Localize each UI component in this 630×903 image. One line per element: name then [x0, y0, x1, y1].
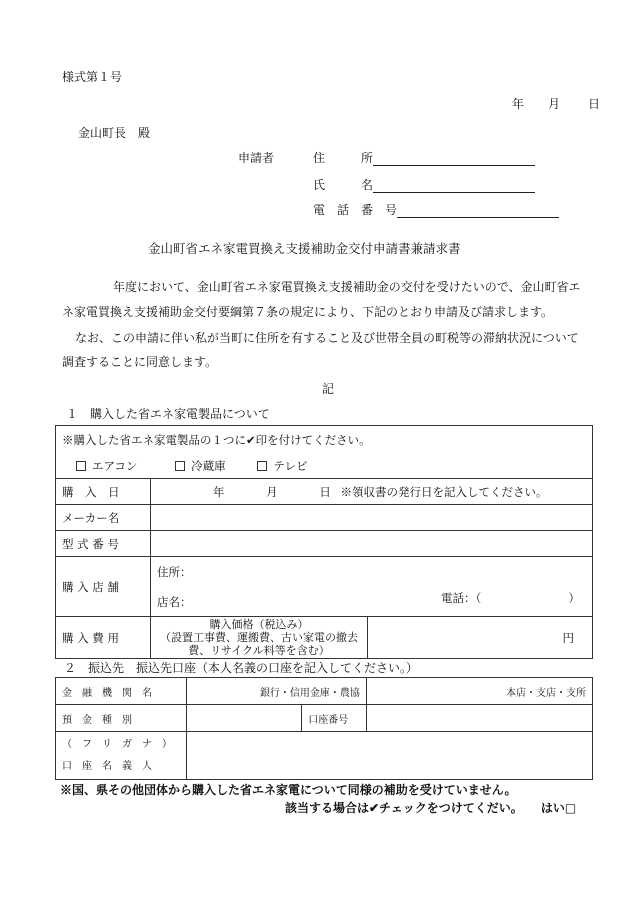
maker-field[interactable] — [151, 505, 593, 531]
instruction-cell — [56, 426, 593, 454]
applicant-name-row — [313, 176, 535, 193]
applicant-phone-row — [313, 201, 559, 218]
holder-label: 口 座 名 義 人 — [62, 760, 152, 772]
name-label: 氏 名 — [313, 178, 374, 192]
phone-label: 電 話 番 号 — [313, 203, 398, 217]
applicant-address-row — [313, 149, 535, 166]
document-title: 金山町省エネ家電買換え支援補助金交付申請書兼請求書 — [148, 241, 461, 256]
body-para1-line2: ネ家電買換え支援補助金交付要綱第７条の規定により、下記のとおり申請及び請求します。 — [62, 305, 554, 319]
date-day: 日 — [588, 97, 601, 111]
store-phone-close: ） — [568, 591, 580, 605]
account-no-label: 口座番号 — [302, 705, 367, 732]
tv-checkbox[interactable] — [257, 461, 267, 471]
store-label: 購 入 店 舗 — [56, 557, 151, 617]
date-year: 年 — [512, 97, 525, 111]
product-table — [55, 425, 593, 659]
section2-heading: ２ 振込先 振込先口座（本人名義の口座を記入してください。） — [64, 661, 419, 675]
section1-heading: １ 購入した省エネ家電製品について — [66, 407, 270, 421]
cost-description: 購入価格（税込み） （設置工事費、運搬費、古い家電の撤去 費、リサイクル料等を含む） — [151, 617, 368, 659]
aircon-checkbox[interactable] — [76, 461, 86, 471]
branch-types: 本店・支店・支所 — [506, 687, 586, 699]
store-phone: 電話：（ — [441, 591, 482, 605]
branch-field[interactable] — [366, 678, 592, 705]
ki-mark: 記 — [322, 382, 335, 396]
deposit-label: 預 金 種 別 — [56, 705, 187, 732]
cost-unit: 円 — [562, 630, 574, 645]
bank-label: 金 融 機 関 名 — [56, 678, 187, 705]
name-field[interactable] — [373, 192, 535, 193]
purchase-date-note: ※領収書の発行日を記入してください。 — [340, 484, 548, 499]
store-name: 店名： — [157, 594, 192, 609]
holder-label-cell — [56, 732, 187, 780]
applicant-label: 申請者 — [238, 151, 275, 165]
options-cell — [56, 454, 593, 479]
maker-label: メーカー名 — [56, 505, 151, 531]
footer-note: ※国、県その他団体から購入した省エネ家電について同様の補助を受けていません。 — [60, 783, 517, 797]
holder-field[interactable] — [186, 732, 592, 780]
footer-check-row — [285, 799, 576, 816]
bank-types: 銀行・信用金庫・農協 — [259, 687, 360, 699]
store-address: 住所： — [157, 564, 192, 579]
option-aircon[interactable]: エアコン — [76, 459, 137, 473]
model-field[interactable] — [151, 531, 593, 557]
fridge-checkbox[interactable] — [175, 461, 185, 471]
option-tv[interactable]: テレビ — [257, 459, 307, 473]
store-name-phone-row — [157, 591, 586, 610]
address-label: 住 所 — [313, 151, 374, 165]
model-label: 型 式 番 号 — [56, 531, 151, 557]
address-field[interactable] — [373, 165, 535, 166]
purchase-date-label: 購 入 日 — [56, 479, 151, 505]
body-para2-line2: 調査することに同意します。 — [62, 355, 218, 369]
furigana-label: （ フ リ ガ ナ ） — [62, 738, 172, 750]
body-para2-line1: なお、この申請に伴い私が当町に住所を有すること及び世帯全員の町税等の滞納状況について — [75, 331, 579, 345]
addressee: 金山町長 殿 — [78, 126, 151, 140]
check-instruction: ※購入した省エネ家電製品の１つに✔印を付けてください。 — [62, 432, 371, 447]
purchase-date-field[interactable]: 年 月 日 ※領収書の発行日を記入してください。 — [151, 479, 593, 505]
option-fridge[interactable]: 冷蔵庫 — [175, 459, 226, 473]
deposit-field[interactable] — [186, 705, 302, 732]
bank-field[interactable] — [186, 678, 366, 705]
bank-table — [55, 677, 593, 780]
account-no-field[interactable] — [366, 705, 592, 732]
check-instruction-text: 該当する場合は✔チェックをつけてくだい。 — [285, 801, 523, 815]
yes-label: はい — [540, 801, 565, 815]
store-field[interactable] — [151, 557, 593, 617]
yes-checkbox[interactable]: □ — [564, 801, 577, 815]
cost-field[interactable] — [368, 617, 593, 659]
date-month: 月 — [548, 97, 561, 111]
phone-field[interactable] — [397, 217, 559, 218]
body-para1-line1: 年度において、金山町省エネ家電買換え支援補助金の交付を受けたいので、金山町省エ — [113, 280, 581, 294]
form-number: 様式第１号 — [62, 70, 123, 84]
cost-label: 購 入 費 用 — [56, 617, 151, 659]
